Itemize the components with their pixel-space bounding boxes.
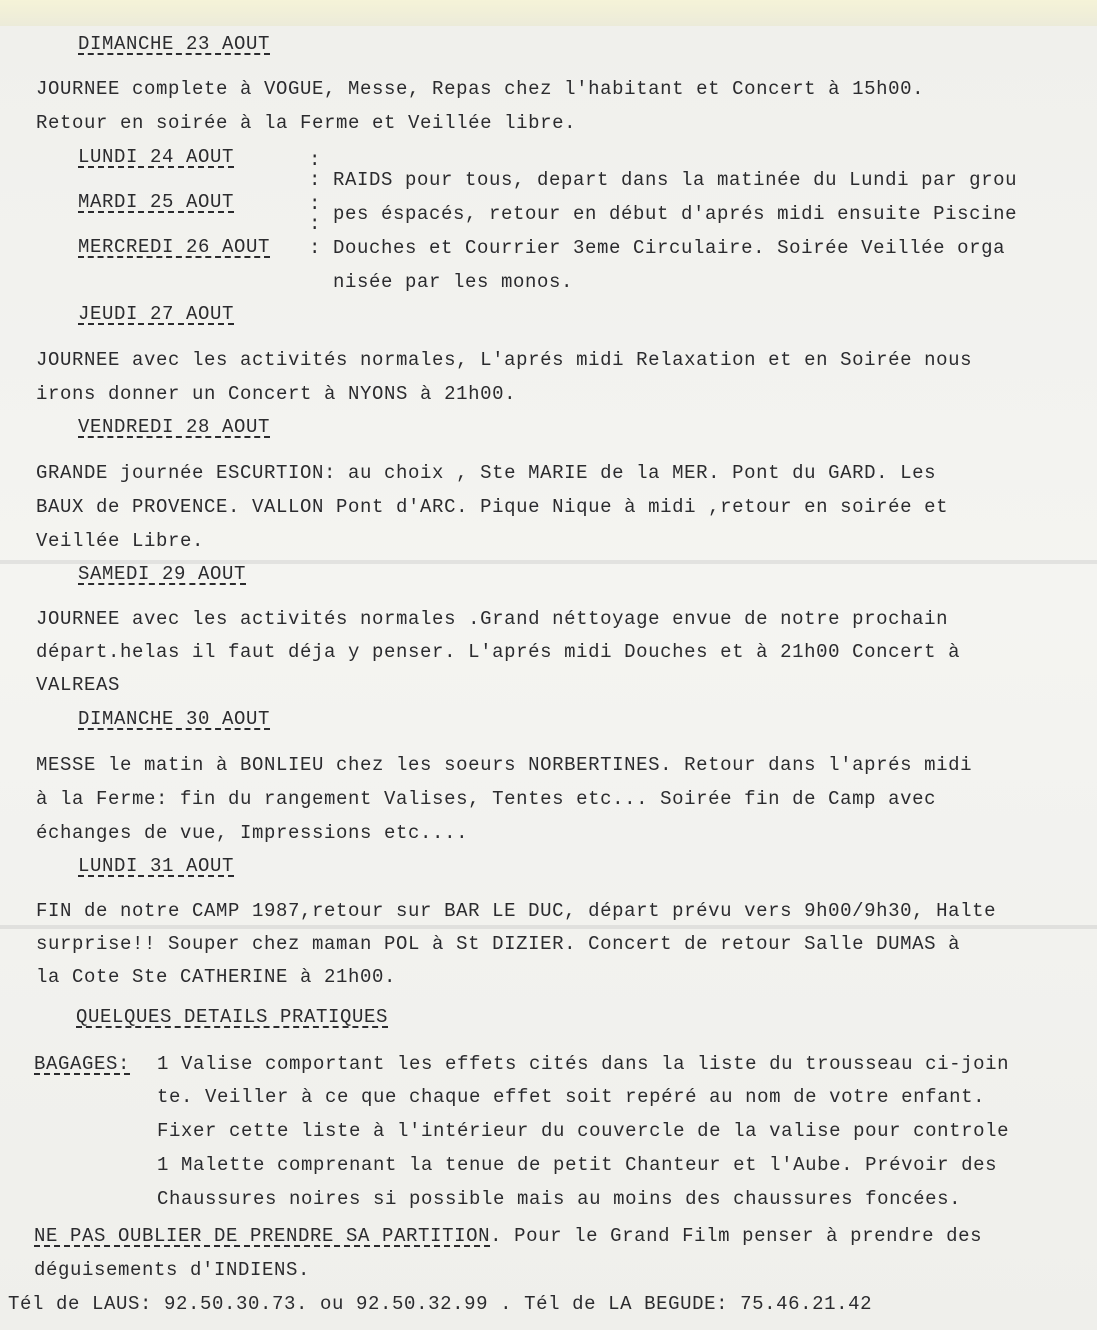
text-line: JOURNEE avec les activités normales .Grand néttoyage envue de notre prochain	[36, 608, 949, 630]
day-heading: MARDI 25 AOUT	[78, 191, 235, 213]
text-line: JOURNEE complete à VOGUE, Messe, Repas chez l'habitant et Concert à 15h00.	[36, 78, 925, 100]
day-heading: LUNDI 31 AOUT	[78, 855, 235, 877]
text-line: te. Veiller à ce que chaque effet soit repéré au nom de votre enfant.	[157, 1086, 986, 1108]
bagages-label: BAGAGES:	[34, 1053, 131, 1075]
text-line: 1 Malette comprenant la tenue de petit Chanteur et l'Aube. Prévoir des	[157, 1154, 998, 1176]
text-line: surprise!! Souper chez maman POL à St DIZIER. Concert de retour Salle DUMAS à	[36, 933, 961, 955]
partition-reminder: NE PAS OUBLIER DE PRENDRE SA PARTITION	[34, 1225, 491, 1247]
text-line: VALREAS	[36, 674, 121, 696]
text-line: Douches et Courrier 3eme Circulaire. Soirée Veillée orga	[333, 237, 1006, 259]
text-line: BAUX de PROVENCE. VALLON Pont d'ARC. Pique Nique à midi ,retour en soirée et	[36, 496, 949, 518]
paper-fold	[0, 925, 1097, 929]
text-line: FIN de notre CAMP 1987,retour sur BAR LE DUC, départ prévu vers 9h00/9h30, Halte	[36, 900, 997, 922]
text-line: JOURNEE avec les activités normales, L'aprés midi Relaxation et en Soirée nous	[36, 349, 973, 371]
colon-separator: :	[309, 193, 321, 215]
text-line: pes éspacés, retour en début d'aprés midi ensuite Piscine	[333, 203, 1018, 225]
day-heading: DIMANCHE 30 AOUT	[78, 708, 271, 730]
text-line: MESSE le matin à BONLIEU chez les soeurs NORBERTINES. Retour dans l'aprés midi	[36, 754, 973, 776]
text-line: irons donner un Concert à NYONS à 21h00.	[36, 383, 517, 405]
paper-top-edge	[0, 0, 1097, 26]
text-line: déguisements d'INDIENS.	[34, 1259, 311, 1281]
phone-numbers: Tél de LAUS: 92.50.30.73. ou 92.50.32.99 . Tél de LA BEGUDE: 75.46.21.42	[8, 1293, 873, 1315]
colon-separator: :	[309, 169, 321, 191]
text-line: Chaussures noires si possible mais au moins des chaussures foncées.	[157, 1188, 962, 1210]
text-line: GRANDE journée ESCURTION: au choix , Ste MARIE de la MER. Pont du GARD. Les	[36, 462, 937, 484]
text-line: la Cote Ste CATHERINE à 21h00.	[36, 966, 397, 988]
text-line: Retour en soirée à la Ferme et Veillée libre.	[36, 112, 577, 134]
day-heading: MERCREDI 26 AOUT	[78, 236, 271, 258]
partition-rest: . Pour le Grand Film penser à prendre des	[490, 1225, 983, 1247]
text-line: échanges de vue, Impressions etc....	[36, 822, 469, 844]
text-line: nisée par les monos.	[333, 271, 574, 293]
colon-separator: :	[309, 149, 321, 171]
day-heading: VENDREDI 28 AOUT	[78, 416, 271, 438]
section-heading: QUELQUES DETAILS PRATIQUES	[76, 1006, 389, 1028]
text-line: Veillée Libre.	[36, 530, 205, 552]
text-line: Fixer cette liste à l'intérieur du couvercle de la valise pour controle	[157, 1120, 1010, 1142]
day-heading: LUNDI 24 AOUT	[78, 146, 235, 168]
text-line: départ.helas il faut déja y penser. L'aprés midi Douches et à 21h00 Concert à	[36, 641, 961, 663]
colon-separator: :	[309, 213, 321, 235]
colon-separator: :	[309, 237, 321, 259]
text-line: à la Ferme: fin du rangement Valises, Tentes etc... Soirée fin de Camp avec	[36, 788, 937, 810]
text-line: 1 Valise comportant les effets cités dans la liste du trousseau ci-join	[157, 1053, 1010, 1075]
day-heading: JEUDI 27 AOUT	[78, 303, 235, 325]
partition-line	[34, 1224, 982, 1248]
day-heading: DIMANCHE 23 AOUT	[78, 33, 271, 55]
day-heading: SAMEDI 29 AOUT	[78, 563, 247, 585]
text-line: RAIDS pour tous, depart dans la matinée du Lundi par grou	[333, 169, 1018, 191]
